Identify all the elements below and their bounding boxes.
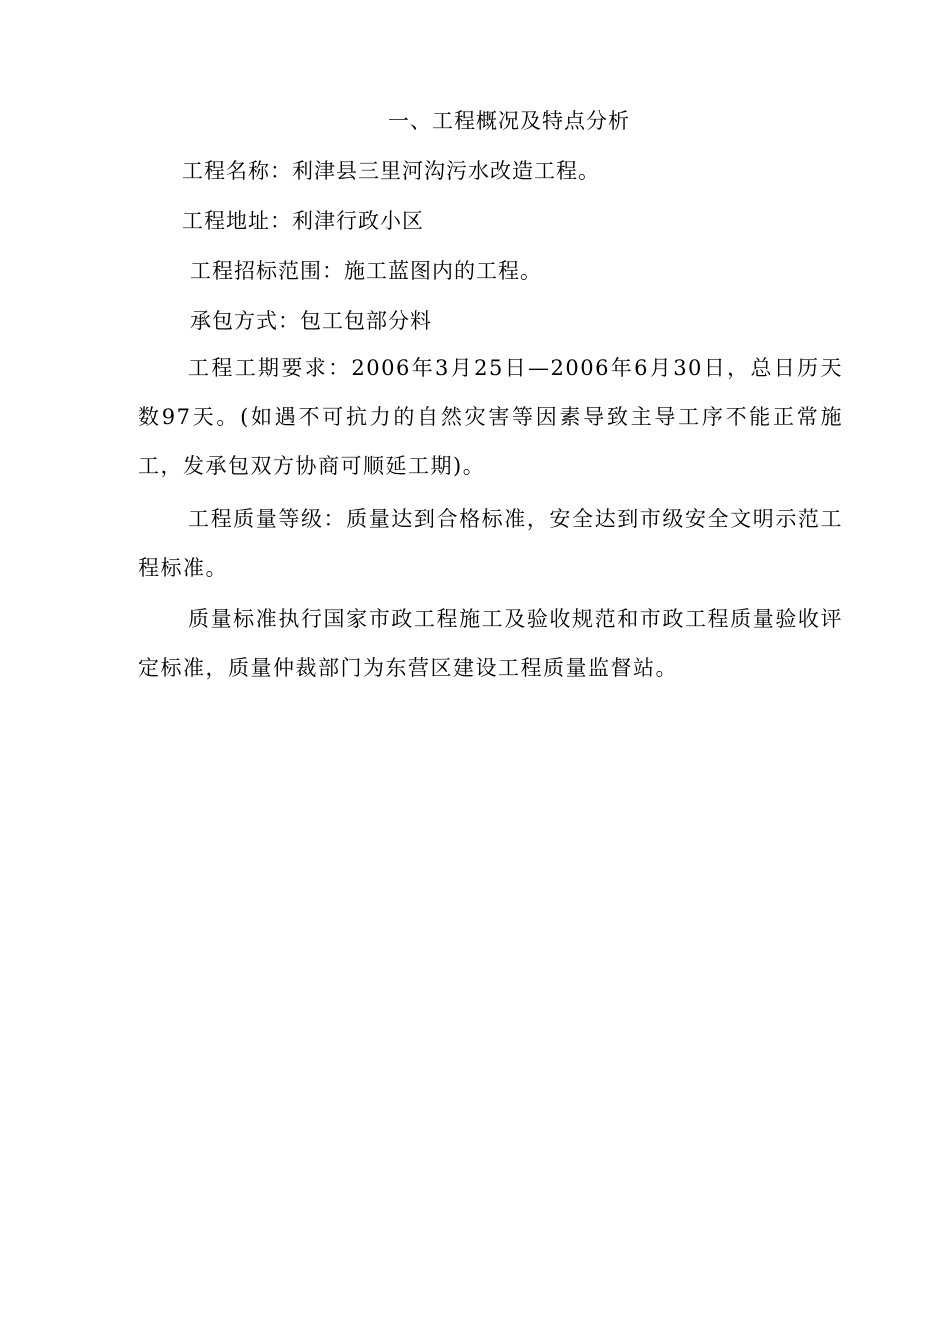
project-name-line: 工程名称：利津县三里河沟污水改造工程。 <box>182 159 600 183</box>
project-address-line: 工程地址：利津行政小区 <box>182 209 424 233</box>
section-heading: 一、工程概况及特点分析 <box>388 109 630 133</box>
bidding-scope-line: 工程招标范围：施工蓝图内的工程。 <box>190 259 542 283</box>
schedule-paragraph: 工程工期要求：2006年3月25日—2006年6月30日，总日历天数97天。(如遇不可抗力的自然灾害等因素导致主导工序不能正常施工，发承包双方协商可顺延工期)。 <box>138 356 843 478</box>
quality-standard-paragraph: 质量标准执行国家市政工程施工及验收规范和市政工程质量验收评定标准，质量仲裁部门为东营区建设工程质量监督站。 <box>138 607 843 680</box>
quality-level-paragraph: 工程质量等级：质量达到合格标准，安全达到市级安全文明示范工程标准。 <box>138 507 843 580</box>
contract-method-line: 承包方式：包工包部分料 <box>190 309 432 333</box>
